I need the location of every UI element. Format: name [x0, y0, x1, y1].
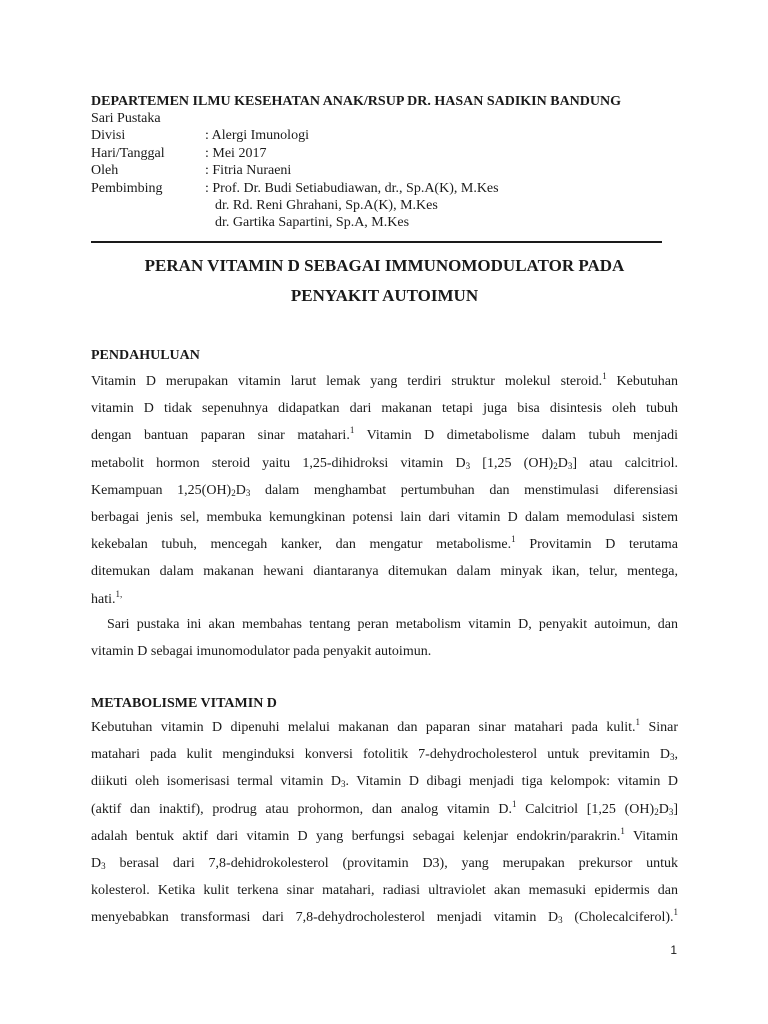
text-run: D [658, 801, 669, 817]
text-run: dengan bantuan paparan sinar matahari. [91, 428, 350, 444]
text-run: [1,25 (OH) [470, 455, 554, 471]
text-run: (Cholecalciferol). [562, 910, 674, 926]
supervisor-3: dr. Gartika Sapartini, Sp.A, M.Kes [215, 215, 410, 231]
metadata-block [91, 110, 499, 232]
document-title-line-2: PENYAKIT AUTOIMUN [290, 286, 479, 305]
text-run: Kebutuhan [606, 374, 678, 389]
text-run: matahari pada kulit menginduksi konversi fotolitik 7-dehydrocholesterol untuk previtamin D [91, 747, 670, 763]
text-run: ] [673, 801, 678, 817]
text-run: Sinar [640, 720, 678, 735]
text-run: (aktif dan inaktif), prodrug atau prohormon, dan analog vitamin D. [91, 801, 512, 817]
page-number: 1 [670, 943, 677, 957]
subscript: 3 [245, 487, 251, 498]
intro-paragraph [91, 368, 678, 613]
text-run: diikuti oleh isomerisasi termal vitamin D [91, 774, 341, 790]
text-run: Calcitriol [1,25 (OH) [516, 801, 655, 817]
field-value: : Prof. Dr. Budi Setiabudiawan, dr., Sp.A(K), M.Kes [205, 180, 499, 196]
text-run: Vitamin D merupakan vitamin larut lemak yang terdiri struktur molekul steroid. [91, 374, 603, 389]
field-label: Hari/Tanggal [91, 145, 165, 161]
subscript: 3 [340, 779, 346, 790]
subscript: 3 [567, 460, 573, 471]
subscript: 3 [101, 860, 106, 871]
field-label: Divisi [91, 128, 126, 144]
text-run: metabolit hormon steroid yaitu 1,25-dihidroksi vitamin D [91, 455, 466, 471]
citation-marker: 1 [511, 534, 516, 545]
subscript: 2 [231, 487, 236, 498]
text-run: Kebutuhan vitamin D dipenuhi melalui makanan dan paparan sinar matahari pada kulit. [91, 720, 636, 735]
citation-marker: 1, [115, 588, 123, 599]
subscript: 3 [558, 915, 563, 926]
paragraph-line [91, 796, 678, 823]
text-run: Vitamin [624, 828, 678, 844]
field-date [91, 145, 499, 162]
section-heading-metabolism: METABOLISME VITAMIN D [91, 696, 277, 711]
supervisor-2: dr. Rd. Reni Ghrahani, Sp.A(K), M.Kes [215, 198, 438, 214]
paragraph-line [91, 558, 678, 585]
text-run: Kemampuan 1,25(OH) [91, 482, 232, 498]
field-label: Pembimbing [91, 180, 163, 196]
text-run: , [674, 747, 678, 763]
text-run: dalam menghambat pertumbuhan dan menstimulasi diferensiasi [250, 482, 678, 498]
text-run: adalah bentuk aktif dari vitamin D yang berfungsi sebagai kelenjar endokrin/parakrin. [91, 828, 621, 844]
citation-marker: 1 [673, 907, 678, 918]
citation-marker: 1 [620, 825, 625, 836]
text-run: ] atau calcitriol. [572, 455, 678, 471]
paragraph-line [91, 850, 678, 877]
paragraph-line [91, 877, 678, 904]
paragraph-line [91, 586, 678, 613]
subscript: 3 [668, 806, 674, 817]
field-author [91, 162, 499, 179]
text-run: kekebalan tubuh, mencegah kanker, dan mengatur metabolisme. [91, 537, 512, 553]
text-run: menyebabkan transformasi dari 7,8-dehydrocholesterol menjadi vitamin D [91, 910, 559, 926]
paragraph-line [91, 368, 678, 395]
paragraph-line [91, 714, 678, 741]
metabolism-paragraph [91, 714, 678, 932]
field-label: Oleh [91, 163, 119, 179]
subscript: 3 [670, 752, 675, 763]
paragraph-line: vitamin D sebagai imunomodulator pada penyakit autoimun. [91, 644, 432, 660]
paragraph-line: Sari pustaka ini akan membahas tentang peran metabolism vitamin D, penyakit autoimun, dan [107, 617, 678, 632]
text-run: . Vitamin D dibagi menjadi tiga kelompok: vitamin D [345, 774, 678, 790]
field-value: : Mei 2017 [205, 145, 267, 161]
text-run: D [557, 455, 568, 471]
text-run: vitamin D tidak sepenuhnya didapatkan dari makanan tetapi juga bisa disintesis oleh tubuh [91, 401, 678, 417]
field-value: : Alergi Imunologi [205, 128, 309, 144]
paragraph-line [91, 395, 678, 422]
citation-marker: 1 [349, 425, 355, 436]
paragraph-line [91, 741, 678, 768]
document-title-line-1: PERAN VITAMIN D SEBAGAI IMMUNOMODULATOR PADA [144, 256, 625, 275]
paragraph-line [91, 450, 678, 477]
paragraph-line [91, 768, 678, 795]
text-run: D [91, 855, 102, 871]
subscript: 2 [553, 460, 558, 471]
text-run: Provitamin D terutama [515, 537, 678, 553]
field-divisi [91, 127, 499, 144]
summary-paragraph [91, 611, 678, 665]
section-heading-intro: PENDAHULUAN [91, 348, 200, 363]
paragraph-line [91, 422, 678, 449]
subscript: 3 [465, 460, 471, 471]
text-run: Vitamin D dimetabolisme dalam tubuh menjadi [354, 428, 678, 444]
paragraph-line [91, 504, 678, 531]
citation-marker: 1 [635, 717, 641, 727]
paragraph-line [91, 531, 678, 558]
text-run: kolesterol. Ketika kulit terkena sinar matahari, radiasi ultraviolet akan memasuki epidermis dan [91, 883, 678, 899]
citation-marker: 1 [511, 798, 517, 809]
paragraph-line [91, 904, 678, 931]
text-run: D [235, 482, 246, 498]
field-value: : Fitria Nuraeni [205, 163, 292, 179]
header-divider [91, 241, 662, 243]
paragraph-line [91, 823, 678, 850]
citation-marker: 1 [602, 371, 607, 381]
paragraph-line [91, 477, 678, 504]
subscript: 2 [654, 806, 659, 817]
text-run: berbagai jenis sel, membuka kemungkinan potensi lain dari vitamin D dalam memodulasi sistem [91, 509, 678, 525]
department-header: DEPARTEMEN ILMU KESEHATAN ANAK/RSUP DR. HASAN SADIKIN BANDUNG [91, 94, 622, 109]
field-supervisor [91, 180, 499, 197]
doc-type: Sari Pustaka [91, 111, 161, 126]
text-run: hati. [91, 591, 116, 607]
text-run: berasal dari 7,8-dehidrokolesterol (provitamin D3), yang merupakan prekursor untuk [105, 855, 678, 871]
text-run: ditemukan dalam makanan hewani diantaranya ditemukan dalam minyak ikan, telur, mentega, [91, 564, 678, 580]
